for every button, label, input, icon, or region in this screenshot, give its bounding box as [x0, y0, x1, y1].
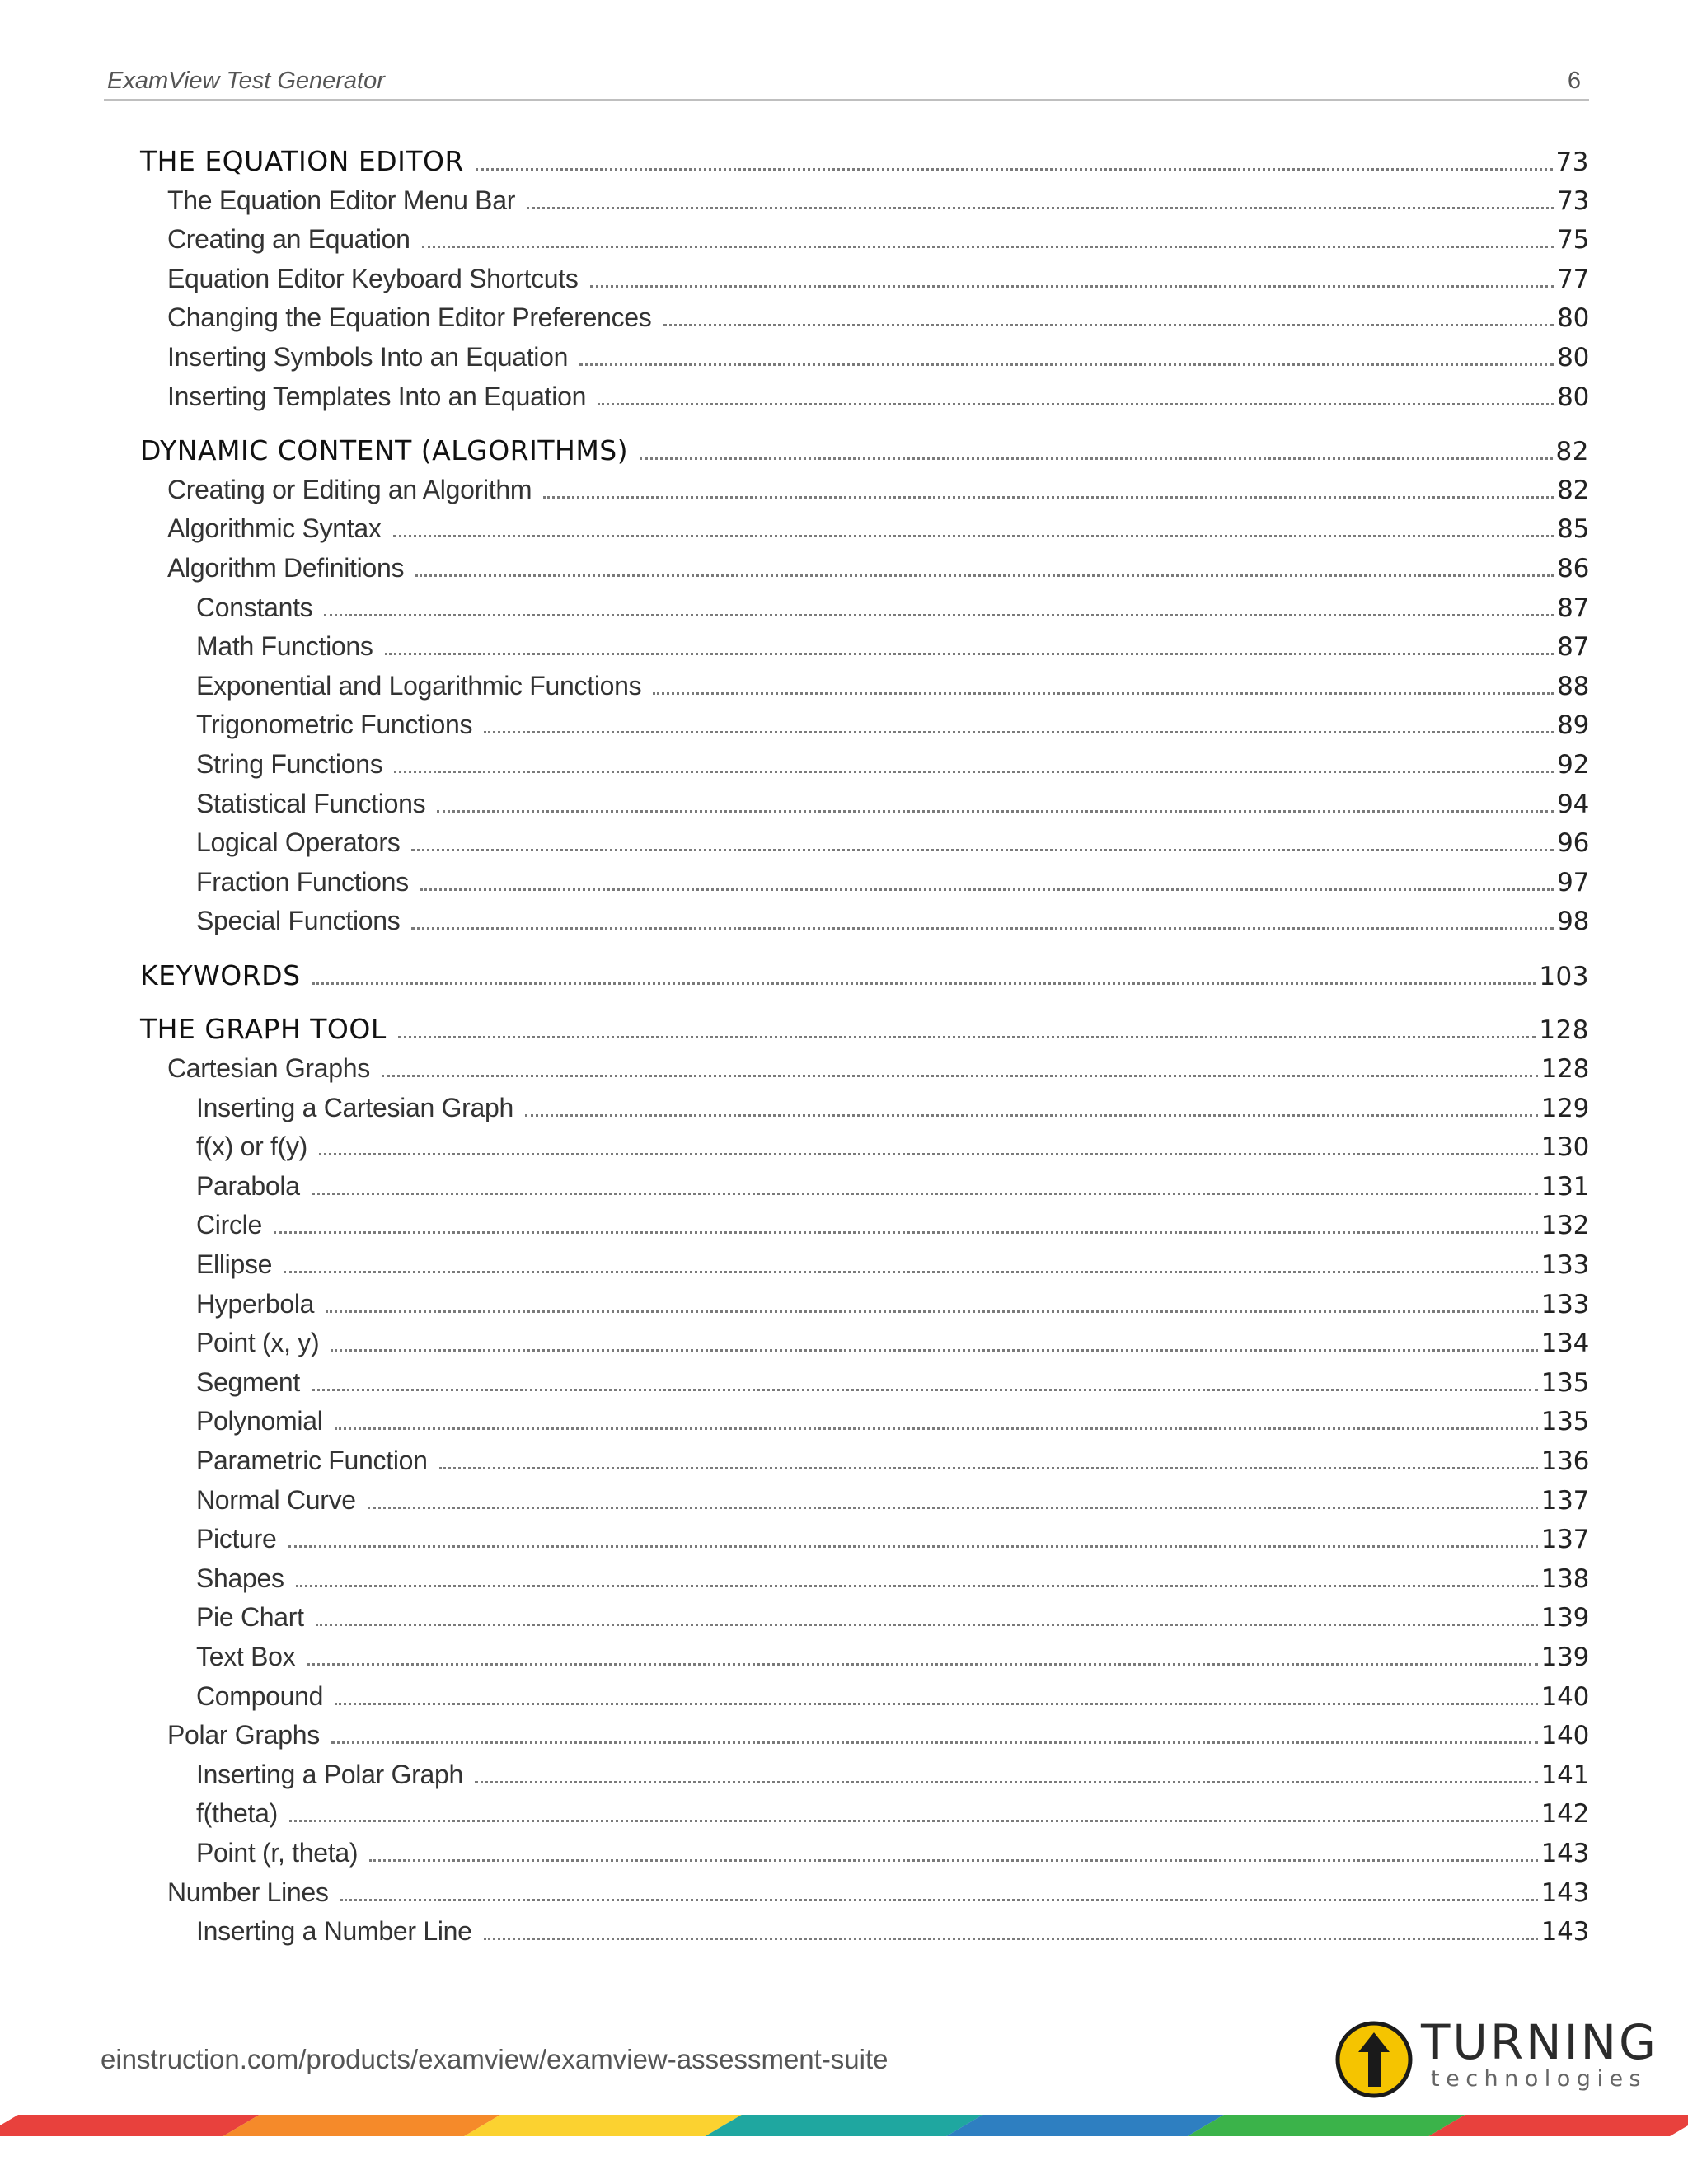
toc-entry[interactable]	[140, 705, 1589, 745]
page-header	[104, 64, 1589, 101]
toc-entry-label: THE GRAPH TOOL	[140, 1013, 387, 1046]
toc-entry[interactable]	[140, 1049, 1589, 1089]
toc-entry-page: 97	[1557, 867, 1589, 898]
dot-leader	[331, 1741, 1538, 1744]
dot-leader	[484, 1938, 1538, 1940]
toc-entry-page: 142	[1540, 1799, 1589, 1830]
toc-entry-page: 85	[1557, 514, 1589, 545]
stripe-segment	[706, 2115, 983, 2136]
toc-entry-label: f(theta)	[196, 1798, 278, 1829]
toc-entry-label: Algorithmic Syntax	[167, 513, 382, 544]
toc-entry-page: 133	[1540, 1289, 1589, 1319]
dot-leader	[590, 285, 1554, 288]
dot-leader	[335, 1427, 1538, 1430]
dot-leader	[393, 535, 1554, 537]
toc-entry-label: Inserting Symbols Into an Equation	[167, 341, 569, 372]
toc-entry[interactable]	[140, 588, 1589, 628]
toc-entry-page: 92	[1557, 749, 1589, 780]
document-title: ExamView Test Generator	[107, 68, 385, 94]
dot-leader	[525, 1114, 1538, 1117]
toc-entry-page: 143	[1540, 1917, 1589, 1947]
toc-entry-label: THE EQUATION EDITOR	[140, 145, 464, 177]
toc-entry-label: Trigonometric Functions	[196, 710, 473, 740]
dot-leader	[475, 1781, 1538, 1783]
dot-leader	[439, 1467, 1538, 1469]
dot-leader	[527, 207, 1554, 209]
toc-entry-page: 82	[1555, 437, 1589, 467]
toc-entry-label: Pie Chart	[196, 1602, 304, 1633]
toc-entry[interactable]	[140, 377, 1589, 417]
toc-entry[interactable]	[140, 1716, 1589, 1755]
toc-entry-page: 80	[1557, 303, 1589, 334]
logo-subtitle: technologies	[1431, 2066, 1648, 2092]
toc-entry-page: 140	[1540, 1721, 1589, 1751]
dot-leader	[312, 982, 1536, 985]
toc-entry-page: 80	[1557, 342, 1589, 373]
toc-entry-page: 77	[1557, 264, 1589, 294]
dot-leader	[369, 1859, 1538, 1862]
toc-entry-page: 75	[1557, 225, 1589, 255]
toc-entry[interactable]	[140, 785, 1589, 824]
dot-leader	[398, 1036, 1536, 1038]
toc-entry-label: DYNAMIC CONTENT (ALGORITHMS)	[140, 434, 629, 467]
dot-leader	[484, 731, 1554, 733]
toc-entry[interactable]	[140, 220, 1589, 260]
logo-wordmark: TURNING	[1421, 2014, 1659, 2070]
toc-entry-label: Cartesian Graphs	[167, 1053, 370, 1084]
toc-entry[interactable]	[140, 431, 1589, 471]
toc-entry[interactable]	[140, 298, 1589, 338]
toc-entry-page: 139	[1540, 1603, 1589, 1633]
toc-entry[interactable]	[140, 1794, 1589, 1834]
stripe-segment	[223, 2115, 501, 2136]
toc-entry-page: 135	[1540, 1407, 1589, 1437]
toc-entry-label: Parametric Function	[196, 1446, 428, 1475]
toc-entry-label: Inserting a Polar Graph	[196, 1759, 463, 1789]
toc-entry[interactable]	[140, 181, 1589, 221]
toc-entry-page: 134	[1540, 1329, 1589, 1359]
toc-entry[interactable]	[140, 142, 1589, 181]
stripe-segment	[1188, 2115, 1465, 2136]
toc-entry-label: Picture	[196, 1524, 277, 1554]
toc-entry-page: 138	[1540, 1563, 1589, 1594]
toc-entry-page: 73	[1557, 185, 1589, 216]
dot-leader	[382, 1075, 1538, 1077]
toc-entry-page: 129	[1540, 1093, 1589, 1123]
toc-entry[interactable]	[140, 1755, 1589, 1795]
dot-leader	[324, 614, 1554, 616]
toc-entry-page: 103	[1539, 961, 1589, 991]
toc-entry-page: 87	[1557, 632, 1589, 663]
toc-entry-label: Creating an Equation	[167, 224, 410, 255]
table-of-contents	[140, 142, 1589, 1952]
toc-entry-label: Compound	[196, 1680, 324, 1711]
dot-leader	[437, 810, 1554, 813]
dot-leader	[422, 246, 1554, 248]
stripe-segment	[946, 2115, 1224, 2136]
toc-entry-label: Polar Graphs	[167, 1720, 320, 1750]
toc-entry-label: String Functions	[196, 748, 383, 779]
toc-entry[interactable]	[140, 1912, 1589, 1952]
dot-leader	[331, 1349, 1537, 1352]
toc-entry[interactable]	[140, 667, 1589, 706]
toc-entry-label: The Equation Editor Menu Bar	[167, 185, 516, 215]
stripe-segment	[464, 2115, 742, 2136]
toc-entry-page: 143	[1540, 1838, 1589, 1868]
dot-leader	[274, 1231, 1538, 1234]
toc-entry-label: Polynomial	[196, 1406, 323, 1436]
page-number: 6	[1567, 68, 1581, 94]
toc-entry-label: Equation Editor Keyboard Shortcuts	[167, 263, 579, 293]
toc-entry-page: 133	[1540, 1250, 1589, 1281]
toc-entry[interactable]	[140, 549, 1589, 588]
toc-entry-page: 80	[1557, 382, 1589, 412]
toc-entry[interactable]	[140, 1206, 1589, 1245]
toc-entry-page: 141	[1540, 1760, 1589, 1790]
toc-entry[interactable]	[140, 745, 1589, 785]
dot-leader	[411, 927, 1554, 930]
toc-entry[interactable]	[140, 1834, 1589, 1873]
toc-entry[interactable]	[140, 1598, 1589, 1638]
toc-entry-page: 140	[1540, 1681, 1589, 1712]
toc-entry-label: Creating or Editing an Algorithm	[167, 474, 532, 504]
toc-entry-page: 135	[1540, 1367, 1589, 1398]
toc-entry-label: Logical Operators	[196, 827, 401, 858]
toc-entry-label: Fraction Functions	[196, 866, 409, 897]
toc-entry[interactable]	[140, 823, 1589, 863]
toc-entry-label: Statistical Functions	[196, 788, 426, 818]
toc-entry-label: Segment	[196, 1366, 300, 1397]
dot-leader	[335, 1703, 1538, 1705]
toc-entry[interactable]	[140, 1363, 1589, 1403]
toc-entry[interactable]	[140, 1441, 1589, 1481]
dot-leader	[326, 1310, 1538, 1313]
toc-entry-label: Inserting a Cartesian Graph	[196, 1092, 513, 1122]
toc-entry-label: KEYWORDS	[140, 958, 301, 991]
toc-entry-label: Inserting Templates Into an Equation	[167, 381, 587, 411]
toc-entry[interactable]	[140, 509, 1589, 549]
footer-url[interactable]: einstruction.com/products/examview/examview-assessment-suite	[101, 2044, 889, 2074]
toc-entry[interactable]	[140, 1481, 1589, 1521]
toc-entry[interactable]	[140, 1873, 1589, 1913]
dot-leader	[368, 1507, 1538, 1509]
toc-entry-label: Number Lines	[167, 1877, 329, 1907]
toc-entry[interactable]	[140, 1677, 1589, 1717]
toc-entry-page: 89	[1557, 710, 1589, 741]
toc-entry[interactable]	[140, 1638, 1589, 1677]
toc-entry-page: 88	[1557, 671, 1589, 701]
dot-leader	[340, 1899, 1538, 1901]
toc-entry[interactable]	[140, 1402, 1589, 1441]
toc-entry-label: Changing the Equation Editor Preferences	[167, 302, 652, 333]
toc-entry-label: Math Functions	[196, 631, 373, 662]
stripe-segment	[1428, 2115, 1688, 2136]
toc-entry-page: 87	[1557, 593, 1589, 623]
toc-entry[interactable]	[140, 1285, 1589, 1324]
toc-entry[interactable]	[140, 1520, 1589, 1559]
dot-leader	[543, 496, 1554, 499]
toc-entry-label: Exponential and Logarithmic Functions	[196, 670, 642, 701]
dot-leader	[640, 457, 1552, 460]
toc-entry[interactable]	[140, 956, 1589, 996]
toc-entry-label: Hyperbola	[196, 1288, 315, 1319]
toc-entry-label: Normal Curve	[196, 1484, 356, 1515]
toc-entry[interactable]	[140, 627, 1589, 667]
toc-entry-label: Shapes	[196, 1563, 284, 1593]
dot-leader	[316, 1624, 1538, 1626]
toc-entry[interactable]	[140, 1010, 1589, 1049]
dot-leader	[394, 771, 1554, 773]
toc-entry-label: Point (x, y)	[196, 1328, 320, 1358]
dot-leader	[579, 363, 1554, 366]
toc-entry[interactable]	[140, 1089, 1589, 1128]
toc-entry[interactable]	[140, 1559, 1589, 1599]
toc-entry-label: Inserting a Number Line	[196, 1916, 472, 1947]
dot-leader	[312, 1389, 1538, 1391]
dot-leader	[288, 1545, 1538, 1548]
dot-leader	[289, 1820, 1538, 1822]
dot-leader	[653, 692, 1554, 695]
toc-entry[interactable]	[140, 1127, 1589, 1167]
dot-leader	[415, 574, 1554, 577]
toc-entry[interactable]	[140, 1324, 1589, 1363]
toc-entry-page: 136	[1540, 1446, 1589, 1476]
toc-entry[interactable]	[140, 1245, 1589, 1285]
dot-leader	[411, 849, 1554, 851]
toc-entry-page: 130	[1540, 1132, 1589, 1163]
toc-entry[interactable]	[140, 471, 1589, 510]
toc-entry-page: 137	[1540, 1525, 1589, 1555]
color-stripe	[0, 2115, 1688, 2136]
toc-entry-label: Point (r, theta)	[196, 1837, 359, 1868]
toc-entry-page: 86	[1557, 553, 1589, 583]
toc-entry-page: 128	[1539, 1015, 1589, 1046]
toc-entry-label: f(x) or f(y)	[196, 1132, 308, 1162]
toc-entry-page: 139	[1540, 1642, 1589, 1672]
toc-entry-page: 94	[1557, 789, 1589, 819]
toc-entry-page: 82	[1557, 475, 1589, 505]
dot-leader	[598, 403, 1554, 405]
dot-leader	[476, 168, 1553, 171]
stripe-segment	[0, 2115, 260, 2136]
toc-entry-label: Parabola	[196, 1170, 300, 1201]
toc-entry-page: 143	[1540, 1877, 1589, 1908]
toc-entry-page: 96	[1557, 828, 1589, 859]
dot-leader	[420, 888, 1554, 891]
turning-technologies-logo	[1335, 2014, 1659, 2100]
toc-entry-label: Text Box	[196, 1641, 296, 1671]
toc-entry-label: Algorithm Definitions	[167, 552, 405, 583]
toc-entry[interactable]	[140, 260, 1589, 299]
dot-leader	[319, 1153, 1538, 1155]
toc-entry-label: Special Functions	[196, 906, 401, 936]
toc-entry-label: Constants	[196, 592, 313, 622]
toc-entry-page: 132	[1540, 1211, 1589, 1241]
dot-leader	[663, 324, 1554, 326]
toc-entry-page: 131	[1540, 1171, 1589, 1202]
toc-entry-label: Ellipse	[196, 1249, 273, 1280]
turning-logo-icon	[1335, 2021, 1413, 2098]
toc-entry-page: 73	[1555, 148, 1589, 177]
dot-leader	[307, 1663, 1537, 1666]
dot-leader	[312, 1193, 1538, 1195]
dot-leader	[296, 1585, 1538, 1587]
toc-entry[interactable]	[140, 863, 1589, 902]
dot-leader	[284, 1271, 1538, 1273]
toc-entry[interactable]	[140, 902, 1589, 941]
toc-entry[interactable]	[140, 338, 1589, 377]
toc-entry-page: 98	[1557, 907, 1589, 937]
toc-entry-page: 137	[1540, 1485, 1589, 1516]
dot-leader	[385, 653, 1554, 655]
toc-entry[interactable]	[140, 1167, 1589, 1207]
toc-entry-label: Circle	[196, 1210, 262, 1240]
toc-entry-page: 128	[1540, 1054, 1589, 1085]
